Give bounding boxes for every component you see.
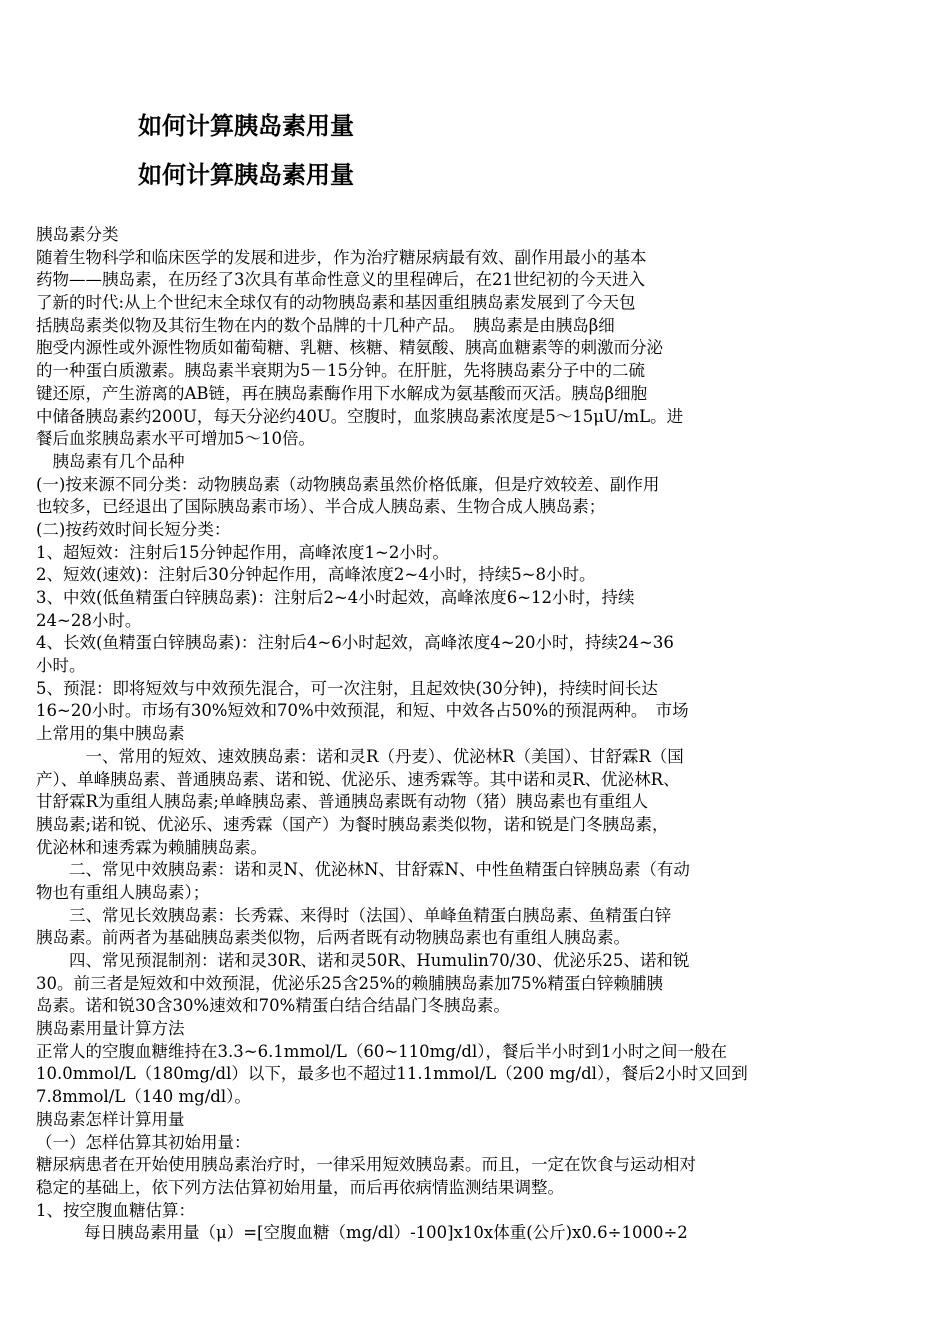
body-line: 甘舒霖R为重组人胰岛素;单峰胰岛素、普通胰岛素既有动物（猪）胰岛素也有重组人: [36, 792, 648, 812]
body-line: 上常用的集中胰岛素: [36, 724, 185, 744]
body-line: 稳定的基础上，依下列方法估算初始用量，而后再依病情监测结果调整。: [36, 1177, 564, 1197]
body-line: (一)按来源不同分类：动物胰岛素（动物胰岛素虽然价格低廉，但是疗效较差、副作用: [36, 474, 660, 494]
list-item: 1、超短效：注射后15分钟起作用，高峰浓度1~2小时。: [36, 542, 449, 562]
list-item: 3、中效(低鱼精蛋白锌胰岛素)：注射后2~4小时起效，高峰浓度6~12小时，持续: [36, 588, 635, 607]
body-line: 四、常见预混制剂：诺和灵30R、诺和灵50R、Humulin70/30、优泌乐25、诺和锐: [36, 951, 690, 970]
body-line: 随着生物科学和临床医学的发展和进步，作为治疗糖尿病最有效、副作用最小的基本: [36, 247, 647, 267]
body-line: 优泌林和速秀霖为赖脯胰岛素。: [36, 837, 267, 857]
body-line: 药物——胰岛素，在历经了3次具有革命性意义的里程碑后，在21世纪初的今天进入: [36, 270, 645, 290]
body-line: 产）、单峰胰岛素、普通胰岛素、诺和锐、优泌乐、速秀霖等。其中诺和灵R、优泌林R、: [36, 769, 680, 789]
body-line: 胰岛素;诺和锐、优泌乐、速秀霖（国产）为餐时胰岛素类似物，诺和锐是门冬胰岛素，: [36, 814, 669, 834]
body-line: 物也有重组人胰岛素）；: [36, 882, 210, 902]
body-line: 二、常见中效胰岛素：诺和灵N、优泌林N、甘舒霖N、中性鱼精蛋白锌胰岛素（有动: [36, 860, 690, 880]
section-heading-dosage-calculation: 胰岛素怎样计算用量: [36, 1109, 185, 1129]
section-heading-insulin-classification: 胰岛素分类: [36, 225, 119, 244]
list-item-continuation: 小时。: [36, 656, 86, 676]
body-line: 餐后血浆胰岛素水平可增加5～10倍。: [36, 429, 315, 449]
body-line: 岛素。诺和锐30含30%速效和70%精蛋白结合结晶门冬胰岛素。: [36, 996, 510, 1016]
section-heading-dosage-method: 胰岛素用量计算方法: [36, 1019, 185, 1039]
document-title-repeat: 如何计算胰岛素用量: [138, 161, 354, 189]
body-line: （一）怎样估算其初始用量：: [36, 1132, 251, 1152]
body-line: 30。前三者是短效和中效预混，优泌乐25含25%的赖脯胰岛素加75%精蛋白锌赖脯胰: [36, 973, 663, 993]
dosage-formula: 每日胰岛素用量（μ）=[空腹血糖（mg/dl）-100]x10x体重(公斤)x0.6÷1000÷2: [84, 1223, 688, 1243]
section-heading-insulin-varieties: 胰岛素有几个品种: [36, 451, 185, 471]
body-line: 10.0mmol/L（180mg/dl）以下，最多也不超过11.1mmol/L（200 mg/dl），餐后2小时又回到: [36, 1064, 748, 1084]
document-body: [36, 224, 916, 1245]
body-line: 正常人的空腹血糖维持在3.3~6.1mmol/L（60~110mg/dl），餐后半小时到1小时之间一般在: [36, 1041, 727, 1061]
body-line: (二)按药效时间长短分类：: [36, 519, 231, 539]
list-item: 5、预混：即将短效与中效预先混合，可一次注射，且起效快(30分钟)，持续时间长达: [36, 678, 658, 698]
body-line: 的一种蛋白质激素。胰岛素半衰期为5－15分钟。在肝脏，先将胰岛素分子中的二硫: [36, 361, 645, 381]
body-line: 胞受内源性或外源性物质如葡萄糖、乳糖、核糖、精氨酸、胰高血糖素等的刺激而分泌: [36, 338, 663, 358]
body-line: 中储备胰岛素约200U，每天分泌约40U。空腹时，血浆胰岛素浓度是5～15μU/mL。进: [36, 406, 684, 426]
body-line: 胰岛素。前两者为基础胰岛素类似物，后两者既有动物胰岛素也有重组人胰岛素。: [36, 928, 630, 948]
list-item-continuation: 24~28小时。: [36, 610, 142, 630]
body-line: 了新的时代:从上个世纪末全球仅有的动物胰岛素和基因重组胰岛素发展到了今天包: [36, 293, 636, 313]
body-line: 7.8mmol/L（140 mg/dl）。: [36, 1087, 251, 1107]
body-line: 键还原，产生游离的AB链，再在胰岛素酶作用下水解成为氨基酸而灭活。胰岛β细胞: [36, 383, 648, 403]
body-line: 三、常见长效胰岛素：长秀霖、来得时（法国）、单峰鱼精蛋白胰岛素、鱼精蛋白锌: [36, 905, 672, 925]
list-item-continuation: 16~20小时。市场有30%短效和70%中效预混，和短、中效各占50%的预混两种。 市场: [36, 701, 689, 721]
body-line: 也较多，已经退出了国际胰岛素市场）、半合成人胰岛素、生物合成人胰岛素；: [36, 497, 606, 517]
list-item: 4、长效(鱼精蛋白锌胰岛素)：注射后4~6小时起效，高峰浓度4~20小时，持续24~36: [36, 633, 674, 653]
list-item: 2、短效(速效)：注射后30分钟起作用，高峰浓度2~4小时，持续5~8小时。: [36, 565, 596, 585]
body-line: 糖尿病患者在开始使用胰岛素治疗时，一律采用短效胰岛素。而且，一定在饮食与运动相对: [36, 1155, 696, 1175]
body-line: 括胰岛素类似物及其衍生物在内的数个品牌的十几种产品。 胰岛素是由胰岛β细: [36, 315, 615, 335]
document-title: 如何计算胰岛素用量: [138, 112, 354, 140]
list-item: 1、按空腹血糖估算：: [36, 1200, 195, 1220]
body-line: 一、常用的短效、速效胰岛素：诺和灵R（丹麦）、优泌林R（美国）、甘舒霖R（国: [36, 746, 684, 766]
